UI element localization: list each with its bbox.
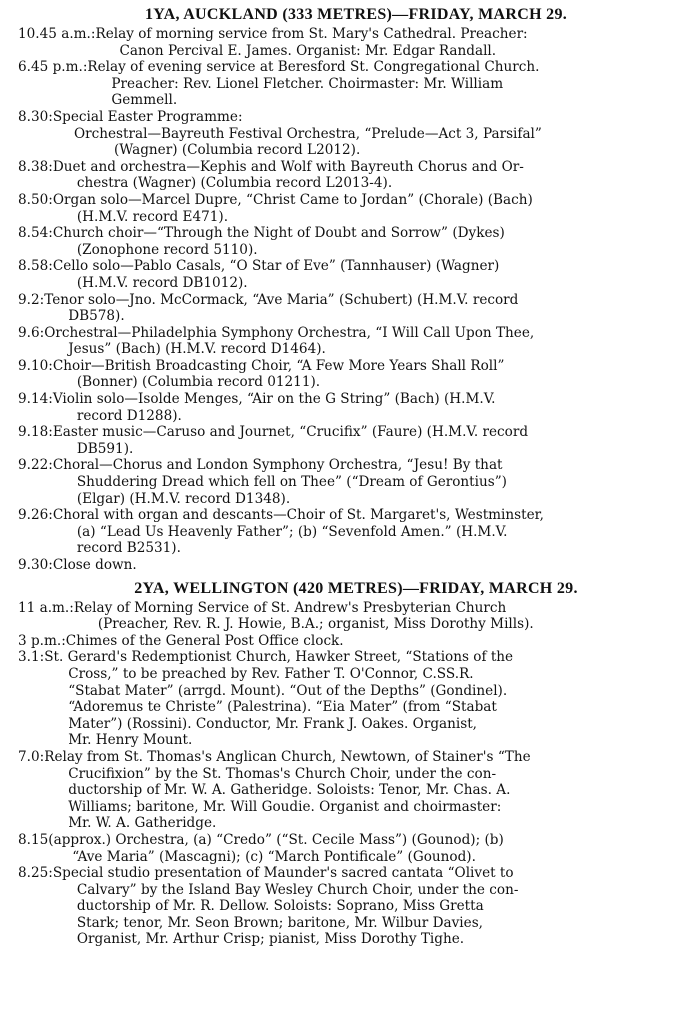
entry-line: DB578).	[68, 308, 125, 325]
entry-line: Cello solo—Pablo Casals, “O Star of Eve” (Tannhauser) (Wagner)	[52, 258, 500, 275]
entry-line: (H.M.V. record E471).	[76, 208, 229, 225]
programme-entry	[18, 258, 686, 291]
entry-line: Canon Percival E. James. Organist: Mr. Edgar Randall.	[119, 42, 497, 59]
entry-line: Relay from St. Thomas's Anglican Church, Newtown, of Stainer's “The	[44, 748, 531, 765]
entry-line: Jesus” (Bach) (H.M.V. record D1464).	[68, 341, 326, 358]
entry-text	[53, 424, 686, 457]
entry-text	[44, 749, 686, 832]
programme-entry	[18, 59, 686, 109]
entry-line: record B2531).	[76, 540, 181, 557]
entry-line: Church choir—“Through the Night of Doubt and Sorrow” (Dykes)	[52, 225, 505, 242]
entry-line: Choral with organ and descants—Choir of St. Margaret's, Westminster,	[52, 507, 544, 524]
entry-time: 6.45 p.m.:	[18, 59, 88, 76]
section-heading-wellington: 2YA, WELLINGTON (420 METRES)—FRIDAY, MARCH 29.	[134, 579, 578, 597]
entry-time: 9.10:	[18, 357, 53, 374]
programme-entry	[18, 126, 686, 159]
entry-line: Close down.	[52, 557, 137, 573]
entry-time: 8.15	[18, 831, 49, 848]
entry-line: (Wagner) (Columbia record L2012).	[114, 142, 361, 159]
entry-text	[66, 633, 686, 650]
programme-entry	[18, 600, 686, 633]
entry-text	[53, 557, 686, 574]
entry-time: 7.0:	[18, 748, 45, 765]
entry-time: 9.18:	[18, 424, 53, 441]
entry-line: Williams; baritone, Mr. Will Goudie. Organist and choirmaster:	[68, 798, 502, 815]
programme-entry	[18, 225, 686, 258]
programme-entry	[18, 292, 686, 325]
entry-line: (Preacher, Rev. R. J. Howie, B.A.; organist, Miss Dorothy Mills).	[97, 616, 534, 633]
programme-entry	[18, 865, 686, 948]
programme-entry	[18, 507, 686, 557]
entry-time: 9.2:	[18, 291, 45, 308]
entry-time: 10.45 a.m.:	[18, 26, 96, 42]
entry-line: DB591).	[76, 440, 134, 457]
entry-line: Special Easter Programme:	[52, 108, 243, 125]
entry-text	[53, 391, 686, 424]
entry-line: Gemmell.	[111, 92, 178, 109]
entry-time: 8.25:	[18, 865, 53, 882]
entry-line: Organist, Mr. Arthur Crisp; pianist, Miss Dorothy Tighe.	[76, 931, 465, 948]
entry-text	[95, 26, 686, 59]
entry-text	[48, 832, 686, 865]
entry-text	[53, 109, 686, 126]
entry-text	[53, 159, 686, 192]
entry-time: 9.6:	[18, 324, 45, 341]
entry-time: 8.50:	[18, 191, 53, 208]
programme-entry	[18, 424, 686, 457]
entry-time: 3.1:	[18, 649, 45, 666]
entry-time: 11 a.m.:	[18, 599, 74, 616]
entry-line: Relay of evening service at Beresford St. Congregational Church.	[87, 59, 540, 76]
entry-line: Duet and orchestra—Kephis and Wolf with Bayreuth Chorus and Or-	[52, 158, 524, 175]
entry-time: 3 p.m.:	[18, 632, 66, 649]
entry-time: 9.14:	[18, 391, 53, 408]
entry-line: record D1288).	[76, 407, 182, 424]
entry-line: Relay of morning service from St. Mary's Cathedral. Preacher:	[95, 26, 528, 42]
programme-entry	[18, 633, 686, 650]
entry-line: Orchestral—Philadelphia Symphony Orchestra, “I Will Call Upon Thee,	[44, 324, 535, 341]
entry-time: 9.30:	[18, 557, 53, 573]
entry-line: St. Gerard's Redemptionist Church, Hawker Street, “Stations of the	[44, 649, 514, 666]
entry-line: “Adoremus te Christe” (Palestrina). “Eia Mater” (from “Stabat	[68, 699, 497, 716]
programme-entry	[18, 391, 686, 424]
programme-entry	[18, 457, 686, 507]
programme-entry	[18, 649, 686, 749]
programme-entry	[18, 832, 686, 865]
entry-line: Choral—Chorus and London Symphony Orchestra, “Jesu! By that	[52, 457, 503, 474]
programme-entry	[18, 557, 686, 574]
entry-line: Tenor solo—Jno. McCormack, “Ave Maria” (Schubert) (H.M.V. record	[44, 291, 519, 308]
entry-line: Crucifixion” by the St. Thomas's Church Choir, under the con-	[68, 765, 497, 782]
entry-line: Choir—British Broadcasting Choir, “A Few More Years Shall Roll”	[52, 357, 505, 374]
entry-line: chestra (Wagner) (Columbia record L2013-4).	[76, 175, 393, 192]
entry-text	[53, 225, 686, 258]
entry-line: Stark; tenor, Mr. Seon Brown; baritone, Mr. Wilbur Davies,	[76, 914, 483, 931]
programme-entry	[18, 159, 686, 192]
entry-line: Shuddering Dread which fell on Thee” (“Dream of Gerontius”)	[76, 474, 507, 491]
entry-line: Preacher: Rev. Lionel Fletcher. Choirmaster: Mr. William	[111, 75, 504, 92]
entry-time: 9.22:	[18, 457, 53, 474]
entry-text	[44, 325, 686, 358]
entry-line: Calvary” by the Island Bay Wesley Church Choir, under the con-	[76, 881, 519, 898]
entry-line: “Ave Maria” (Mascagni); (c) “March Pontificale” (Gounod).	[72, 848, 476, 865]
entry-line: Special studio presentation of Maunder's sacred cantata “Olivet to	[52, 865, 514, 882]
entry-text	[53, 507, 686, 557]
entry-text	[44, 649, 686, 749]
entry-line: Violin solo—Isolde Menges, “Air on the G String” (Bach) (H.M.V.	[52, 391, 496, 408]
entry-line: (Elgar) (H.M.V. record D1348).	[76, 490, 291, 507]
entry-text	[53, 258, 686, 291]
entry-time: 8.54:	[18, 225, 53, 242]
entry-text	[44, 292, 686, 325]
entry-time: 9.26:	[18, 507, 53, 524]
entry-line: (a) “Lead Us Heavenly Father”; (b) “Sevenfold Amen.” (H.M.V.	[76, 523, 508, 540]
entry-line: Mr. W. A. Gatheridge.	[68, 815, 217, 832]
entry-line: Relay of Morning Service of St. Andrew's Presbyterian Church	[73, 599, 507, 616]
programme-entry	[18, 26, 686, 59]
entry-text	[53, 358, 686, 391]
entry-line: “Stabat Mater” (arrgd. Mount). “Out of the Depths” (Gondinel).	[68, 682, 508, 699]
programme-entry	[18, 109, 686, 126]
entry-text	[74, 600, 686, 633]
section-heading-auckland: 1YA, AUCKLAND (333 METRES)—FRIDAY, MARCH 29.	[144, 6, 568, 23]
entry-line: Organ solo—Marcel Dupre, “Christ Came to Jordan” (Chorale) (Bach)	[52, 191, 533, 208]
entry-line: (approx.) Orchestra, (a) “Credo” (“St. Cecile Mass”) (Gounod); (b)	[48, 831, 504, 848]
entry-text	[53, 457, 686, 507]
entry-time: 8.58:	[18, 258, 53, 275]
entry-line: Mater”) (Rossini). Conductor, Mr. Frank J. Oakes. Organist,	[68, 715, 477, 732]
entry-line: Easter music—Caruso and Journet, “Crucifix” (Faure) (H.M.V. record	[52, 424, 529, 441]
entry-time: 8.30:	[18, 108, 53, 125]
entry-line: Orchestral—Bayreuth Festival Orchestra, “Prelude—Act 3, Parsifal”	[74, 125, 542, 142]
entry-line: ductorship of Mr. W. A. Gatheridge. Soloists: Tenor, Mr. Chas. A.	[68, 782, 511, 799]
entry-time: 8.38:	[18, 158, 53, 175]
programme-entry	[18, 325, 686, 358]
entry-text	[53, 865, 686, 948]
programme-entry	[18, 192, 686, 225]
programme-entry	[18, 358, 686, 391]
entry-line: (Bonner) (Columbia record 01211).	[76, 374, 321, 391]
programme-entry	[18, 749, 686, 832]
entry-line: Cross,” to be preached by Rev. Father T. O'Connor, C.SS.R.	[68, 665, 474, 682]
entry-line: Chimes of the General Post Office clock.	[65, 632, 344, 649]
entry-line: (Zonophone record 5110).	[76, 241, 258, 258]
entry-text	[87, 59, 686, 109]
entry-text	[53, 192, 686, 225]
entry-text	[74, 126, 686, 159]
entry-line: (H.M.V. record DB1012).	[76, 274, 248, 291]
entry-line: Mr. Henry Mount.	[68, 732, 193, 749]
entry-line: ductorship of Mr. R. Dellow. Soloists: Soprano, Miss Gretta	[76, 898, 484, 915]
